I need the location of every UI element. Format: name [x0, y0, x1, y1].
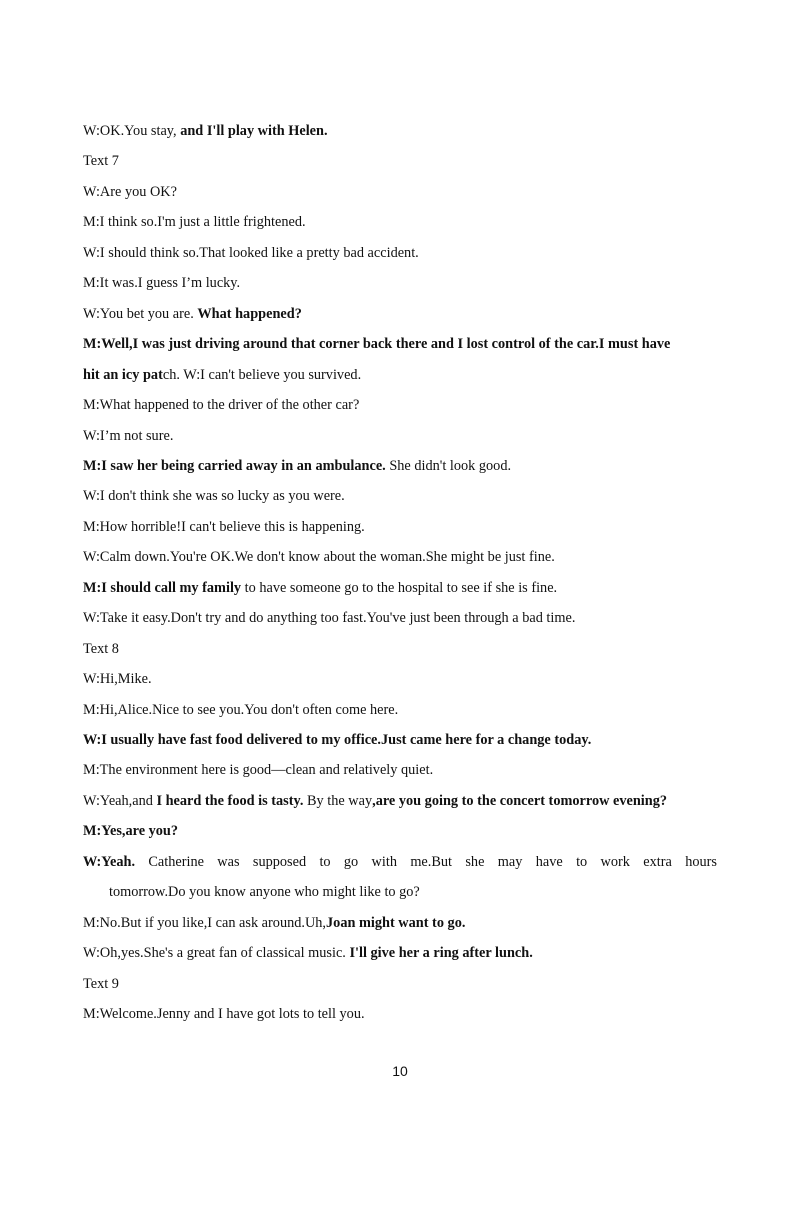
text-line [83, 305, 302, 323]
text-segment: W:You bet you are. [83, 305, 198, 322]
text-segment: was [217, 853, 240, 870]
text-segment: M:How horrible!I can't believe this is happening. [83, 518, 365, 535]
bold-text-segment: M:Yes,are you? [83, 823, 179, 840]
text-segment: Catherine [148, 853, 204, 870]
text-segment: M:What happened to the driver of the other car? [83, 397, 360, 414]
bold-text-segment: W:I usually have fast food delivered to my office.Just came here for a change today. [83, 732, 592, 748]
text-line [83, 731, 591, 749]
text-segment: with [371, 853, 397, 870]
text-segment: W:I don't think she was so lucky as you were. [83, 488, 345, 505]
text-line [83, 548, 555, 566]
text-line [83, 183, 177, 201]
text-segment: W:Are you OK? [83, 183, 177, 200]
text-segment: Text 7 [83, 153, 119, 170]
text-segment: M:Hi,Alice.Nice to see you.You don't often come here. [83, 701, 399, 718]
bold-text-segment: M:I should call my family [83, 579, 242, 596]
text-segment: supposed [252, 853, 307, 870]
text-segment: to have someone go to the hospital to see if she is fine. [241, 579, 558, 596]
text-line [83, 975, 119, 993]
text-line [83, 366, 361, 384]
bold-text-segment: What happened? [197, 305, 302, 322]
text-line [83, 244, 419, 262]
text-line [83, 487, 345, 505]
text-segment: M:Welcome.Jenny and I have got lots to tell you. [83, 1006, 365, 1023]
text-segment: Text 9 [83, 975, 119, 992]
text-segment: W:Calm down.You're OK.We don't know about the woman.She might be just fine. [83, 549, 555, 566]
text-line [83, 944, 533, 962]
text-line [83, 640, 119, 658]
text-segment: M:The environment here is good—clean and relatively quiet. [83, 762, 434, 779]
text-segment: Text 8 [83, 640, 119, 657]
text-line [83, 274, 240, 292]
text-segment: W:Take it easy.Don't try and do anything too fast.You've just been through a bad time. [83, 610, 576, 627]
text-segment: hours [685, 853, 717, 870]
text-line [83, 457, 511, 475]
text-line [83, 853, 717, 871]
text-segment: W:OK.You stay, [83, 123, 181, 139]
text-segment: to [319, 853, 331, 870]
text-line [83, 427, 173, 445]
page-number: 10 [392, 1063, 408, 1079]
text-segment: She didn't look good. [385, 457, 512, 474]
text-line [83, 822, 178, 840]
text-line [83, 761, 433, 779]
text-line [83, 152, 119, 170]
text-segment: may [497, 853, 523, 870]
text-segment: tomorrow.Do you know anyone who might like to go? [109, 884, 420, 901]
text-segment: W:I should think so.That looked like a pretty bad accident. [83, 244, 419, 261]
bold-text-segment: M:I saw her being carried away in an ambulance. [83, 457, 386, 474]
text-line [109, 883, 420, 901]
text-line [83, 396, 359, 414]
text-segment: By the way [303, 792, 373, 809]
text-line [83, 670, 152, 688]
text-segment: go [343, 853, 359, 870]
text-line [83, 518, 365, 536]
text-segment: extra [643, 853, 672, 870]
bold-text-segment: Joan might want to go. [326, 914, 466, 931]
text-segment: W:I’m not sure. [83, 427, 174, 444]
text-line [83, 213, 306, 231]
text-line [83, 792, 667, 810]
text-segment: W:Yeah,and [83, 792, 157, 809]
text-segment: M:No.But if you like,I can ask around.Uh, [83, 914, 327, 931]
text-line [83, 122, 328, 140]
bold-text-segment: I heard the food is tasty. [156, 792, 304, 809]
text-segment: ch. W:I can't believe you survived. [162, 366, 362, 383]
text-segment: work [600, 853, 630, 870]
text-line [83, 579, 557, 597]
text-segment: M:I think so.I'm just a little frightened. [83, 214, 306, 231]
text-line [83, 1005, 365, 1023]
bold-text-segment: M:Well,I was just driving around that corner back there and I lost control of the car.I must have [83, 336, 671, 353]
text-segment: M:It was.I guess I’m lucky. [83, 275, 241, 292]
bold-text-segment: and I'll play with Helen. [180, 123, 328, 139]
text-segment: have [535, 853, 563, 870]
bold-text-segment: hit an icy pat [83, 366, 163, 383]
text-segment: me.But [410, 853, 453, 870]
text-line [83, 335, 670, 353]
bold-text-segment: W:Yeah. [83, 853, 136, 870]
text-segment: she [465, 853, 485, 870]
text-segment: W:Oh,yes.She's a great fan of classical music. [83, 945, 350, 962]
text-line [83, 609, 575, 627]
bold-text-segment: ,are you going to the concert tomorrow evening? [372, 792, 668, 809]
text-line [83, 914, 465, 932]
text-line [83, 701, 398, 719]
text-segment: W:Hi,Mike. [83, 671, 152, 688]
bold-text-segment: I'll give her a ring after lunch. [349, 945, 533, 962]
text-segment: to [576, 853, 588, 870]
